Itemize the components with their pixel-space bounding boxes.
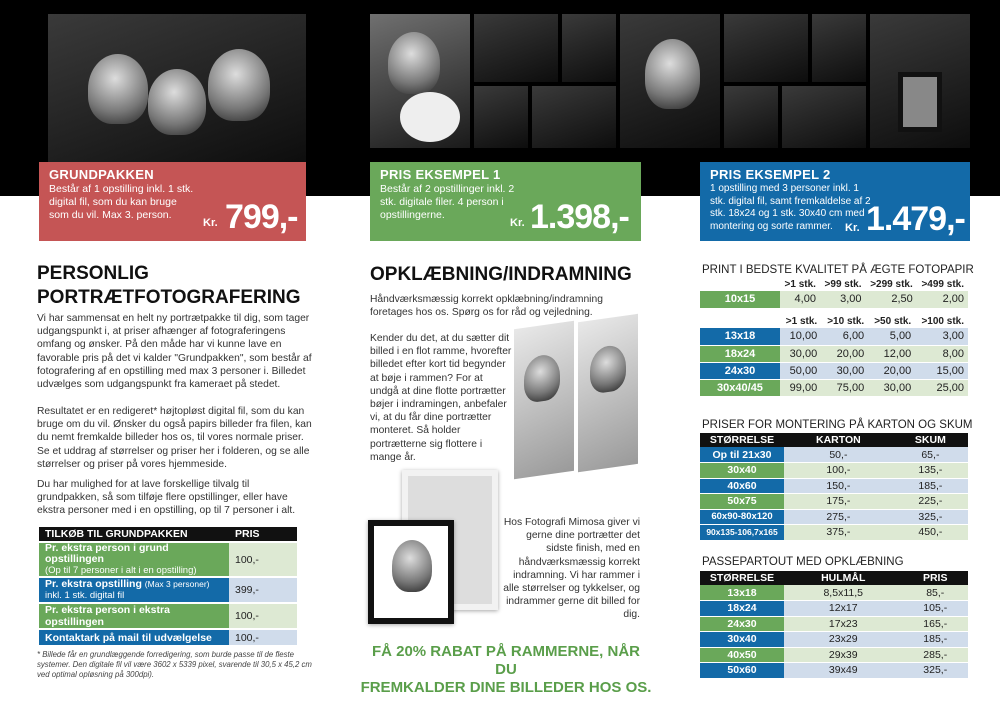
table-row <box>700 509 968 525</box>
package-price: 799,- <box>225 198 298 236</box>
mounting-prices-heading: PRISER FOR MONTERING PÅ KARTON OG SKUM <box>702 419 973 431</box>
currency-label: Kr. <box>845 222 860 234</box>
hulmal-value: 29x39 <box>784 647 902 663</box>
pass-size-label: 24x30 <box>700 616 784 632</box>
framing-paragraph-1: Kender du det, at du sætter dit billed i en flot ramme, hvorefter billedet efter kort tid begynder at bøje i rammen? For at undgå at dine flotte portrætter bøjer i indramingen, anbefaler vi, at du får dine portrætter monteret. Så holder portrætterne sig flottere i mange år. <box>370 333 512 463</box>
footnote: * Billede får en grundlæggende forredigering, som burde passe til de fleste systemer. Den digitale fil vil være 3602 x 5339 pixel, svarende til 30,5 x 45,2 cm ved optimal opløsning på 300dpi). <box>37 650 312 679</box>
column-header: STØRRELSE <box>700 433 784 447</box>
table-row <box>700 616 968 632</box>
table-row <box>700 585 968 601</box>
table-row <box>700 525 968 541</box>
promo-line-2: FREMKALDER DINE BILLEDER HOS OS. <box>360 679 652 696</box>
package-title: PRIS EKSEMPEL 2 <box>710 167 831 182</box>
currency-label: Kr. <box>203 217 218 229</box>
table-row <box>39 542 297 577</box>
price-box-grundpakken <box>39 162 306 241</box>
quantity-header: >1 stk. <box>785 315 818 327</box>
table-row <box>700 463 968 479</box>
mount-size-label: 90x135-106,7x165 <box>700 525 784 541</box>
print-price: 3,00 <box>820 291 866 308</box>
print-price: 30,00 <box>821 362 868 379</box>
addon-sublabel: inkl. 1 stk. digital fil <box>45 590 125 601</box>
addon-note: (Max 3 personer) <box>144 579 210 589</box>
karton-price: 275,- <box>784 509 893 525</box>
mount-size-label: Op til 21x30 <box>700 447 784 463</box>
price-box-eksempel-1 <box>370 162 641 241</box>
print-price: 12,00 <box>868 345 915 362</box>
print-price: 4,00 <box>780 291 820 308</box>
young-woman-photo <box>812 14 866 82</box>
print-price: 15,00 <box>915 362 968 379</box>
portrait-options-paragraph: Du har mulighed for at lave forskellige tilvalg til grundpakken, så som tilføje flere opstillinger, eller have ekstra personer med i en opstilling, op til 7 personer i alt. <box>37 479 296 517</box>
promo-line-1: FÅ 20% RABAT PÅ RAMMERNE, NÅR DU <box>371 643 641 678</box>
family-group-photo <box>474 14 558 82</box>
pass-price: 85,- <box>902 585 968 601</box>
print-price: 2,50 <box>866 291 917 308</box>
print-price: 50,00 <box>780 362 821 379</box>
print-size-label: 13x18 <box>700 328 780 345</box>
skum-price: 65,- <box>893 447 968 463</box>
hulmal-value: 12x17 <box>784 601 902 617</box>
framing-intro: Håndværksmæssig korrekt opklæbning/indramning foretages hos os. Spørg os for råd og vejledning. <box>370 294 603 319</box>
mounted-print-photo-1 <box>514 321 574 479</box>
karton-price: 150,- <box>784 478 893 494</box>
column-header: STØRRELSE <box>700 571 784 585</box>
passepartout-price-table <box>700 571 968 679</box>
addon-price: 100,- <box>229 603 297 629</box>
addon-price: 100,- <box>229 542 297 577</box>
child-photo <box>474 86 528 148</box>
frame-discount-promo <box>360 643 652 697</box>
addon-price: 100,- <box>229 629 297 646</box>
mount-size-label: 40x60 <box>700 478 784 494</box>
print-price: 8,00 <box>915 345 968 362</box>
portrait-intro-paragraph: Vi har sammensat en helt ny portrætpakke til dig, som tager udgangspunkt i, at priser afhænger af fotograferingens omfang og ønsker. På den måde har vi kunne lave en favorable pris på det vi kalder "Grundpakken", som består af fotografering af en opstilling med max 3 personer i. Billedet udvælges som udgangspunkt fra kameraet på stedet. <box>37 313 312 391</box>
pass-size-label: 13x18 <box>700 585 784 601</box>
passepartout-heading: PASSEPARTOUT MED OPKLÆBNING <box>702 556 904 568</box>
mounting-price-table <box>700 433 968 541</box>
framing-paragraph-2: Hos Fotografi Mimosa giver vi gerne dine portrætter det sidste finish, med en håndværksmæssig korrekt indramning. Vi har rammer i alle størrelser og tykkelser, og indrammer gerne dit billed for dig. <box>503 517 640 621</box>
skum-price: 450,- <box>893 525 968 541</box>
woman-with-dog-photo <box>370 14 470 148</box>
table-row <box>700 494 968 510</box>
pass-price: 165,- <box>902 616 968 632</box>
hulmal-value: 17x23 <box>784 616 902 632</box>
addon-label: Pr. ekstra opstilling <box>45 578 142 590</box>
table-row <box>700 345 968 362</box>
addon-sublabel: (Op til 7 personer i alt i en opstilling) <box>45 565 197 576</box>
table-row <box>39 577 297 603</box>
column-header: PRIS <box>229 527 297 542</box>
hulmal-value: 23x29 <box>784 632 902 648</box>
quantity-header: >1 stk. <box>784 278 816 290</box>
table-row <box>700 647 968 663</box>
table-row <box>700 379 968 396</box>
column-header: TILKØB TIL GRUNDPAKKEN <box>39 527 229 542</box>
skum-price: 325,- <box>893 509 968 525</box>
package-description: Består af 2 opstillinger inkl. 2 stk. digitale filer. 4 person i opstillingerne. <box>380 183 515 222</box>
table-row <box>700 447 968 463</box>
print-price: 3,00 <box>915 328 968 345</box>
karton-price: 100,- <box>784 463 893 479</box>
quantity-header: >99 stk. <box>824 278 862 290</box>
table-row <box>39 629 297 646</box>
karton-price: 175,- <box>784 494 893 510</box>
grandparents-photo <box>724 14 808 82</box>
pass-price: 185,- <box>902 632 968 648</box>
section-heading-framing: OPKLÆBNING/INDRAMNING <box>370 264 632 285</box>
package-description: 1 opstilling med 3 personer inkl. 1 stk. digital fil, samt fremkaldelse af 2 stk. 18x24 og 1 stk. 30x40 cm med montering og sorte rammer. <box>710 183 871 232</box>
pass-size-label: 30x40 <box>700 632 784 648</box>
quantity-header: >100 stk. <box>921 315 964 327</box>
skum-price: 225,- <box>893 494 968 510</box>
print-price-table-1 <box>700 277 968 309</box>
column-header: HULMÅL <box>784 571 902 585</box>
table-row <box>700 362 968 379</box>
pass-size-label: 18x24 <box>700 601 784 617</box>
column-header: PRIS <box>902 571 968 585</box>
heading-line-1: PERSONLIG <box>37 263 149 284</box>
column-header: SKUM <box>893 433 968 447</box>
quantity-header: >299 stk. <box>870 278 913 290</box>
addon-label: Pr. ekstra person i ekstra opstillingen <box>39 603 229 629</box>
print-prices-heading: PRINT I BEDSTE KVALITET PÅ ÆGTE FOTOPAPIR <box>702 264 974 276</box>
addon-label: Kontaktark på mail til udvælgelse <box>39 629 229 646</box>
siblings-photo <box>532 86 616 148</box>
skum-price: 185,- <box>893 478 968 494</box>
package-price: 1.398,- <box>530 198 629 236</box>
print-size-label: 10x15 <box>700 291 780 308</box>
print-price: 2,00 <box>917 291 968 308</box>
hulmal-value: 39x49 <box>784 663 902 679</box>
package-title: PRIS EKSEMPEL 1 <box>380 167 501 182</box>
print-size-label: 18x24 <box>700 345 780 362</box>
print-price: 30,00 <box>780 345 821 362</box>
print-price: 30,00 <box>868 379 915 396</box>
family-portrait-photo <box>48 14 306 164</box>
addon-label: Pr. ekstra person i grund opstillingen <box>45 542 169 565</box>
print-size-label: 30x40/45 <box>700 379 780 396</box>
column-header: KARTON <box>784 433 893 447</box>
package-description: Består af 1 opstilling inkl. 1 stk. digital fil, som du kan bruge som du vil. Max 3. person. <box>49 183 194 222</box>
student-cap-photo <box>724 86 778 148</box>
package-price: 1.479,- <box>866 200 965 238</box>
addon-price: 399,- <box>229 577 297 603</box>
couple-photo <box>562 14 616 82</box>
karton-price: 375,- <box>784 525 893 541</box>
mounted-print-photo-2 <box>578 314 638 472</box>
table-row <box>700 601 968 617</box>
hulmal-value: 8,5x11,5 <box>784 585 902 601</box>
addon-price-table <box>39 527 297 647</box>
print-price: 99,00 <box>780 379 821 396</box>
print-size-label: 24x30 <box>700 362 780 379</box>
quantity-header: >10 stk. <box>827 315 865 327</box>
kids-photo <box>782 86 866 148</box>
pass-size-label: 50x60 <box>700 663 784 679</box>
print-price: 6,00 <box>821 328 868 345</box>
print-price-table-2 <box>700 314 968 397</box>
black-frame-photo <box>368 520 454 624</box>
portrait-result-paragraph: Resultatet er en redigeret* højtopløst digital fil, som du kan bruge om du vil. Ønsker du også papirs billeder fra filen, kan du nemt fremkalde billeder hos os, til vores normale priser. Se et uddrag af størrelser og priser her i folderen, og se alle størrelser og priser på vores hjemmeside. <box>37 406 312 470</box>
table-row <box>700 478 968 494</box>
quantity-header: >499 stk. <box>921 278 964 290</box>
man-with-frame-photo <box>870 14 970 148</box>
print-price: 10,00 <box>780 328 821 345</box>
table-row <box>700 328 968 345</box>
pass-size-label: 40x50 <box>700 647 784 663</box>
print-price: 25,00 <box>915 379 968 396</box>
print-price: 75,00 <box>821 379 868 396</box>
currency-label: Kr. <box>510 217 525 229</box>
section-heading-portrait <box>37 262 301 310</box>
package-title: GRUNDPAKKEN <box>49 167 154 182</box>
pass-price: 105,- <box>902 601 968 617</box>
skum-price: 135,- <box>893 463 968 479</box>
mount-size-label: 30x40 <box>700 463 784 479</box>
print-price: 20,00 <box>821 345 868 362</box>
table-row <box>700 632 968 648</box>
table-row <box>700 663 968 679</box>
heading-line-2: PORTRÆTFOTOGRAFERING <box>37 287 301 308</box>
pass-price: 325,- <box>902 663 968 679</box>
table-row <box>700 291 968 308</box>
price-box-eksempel-2 <box>700 162 970 241</box>
quantity-header: >50 stk. <box>874 315 912 327</box>
print-price: 20,00 <box>868 362 915 379</box>
mount-size-label: 50x75 <box>700 494 784 510</box>
table-row <box>39 603 297 629</box>
karton-price: 50,- <box>784 447 893 463</box>
teen-boy-photo <box>620 14 720 148</box>
print-price: 5,00 <box>868 328 915 345</box>
pass-price: 285,- <box>902 647 968 663</box>
mount-size-label: 60x90-80x120 <box>700 509 784 525</box>
